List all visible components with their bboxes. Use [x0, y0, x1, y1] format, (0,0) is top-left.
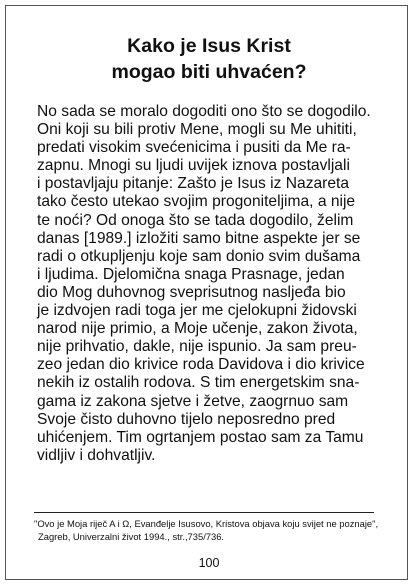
- body-line: nije prihvatio, dakle, nije ispunio. Ja sam preu-: [37, 338, 357, 356]
- body-line: vidljiv i dohvatljiv.: [37, 446, 156, 464]
- body-line: nekih iz ostalih rodova. S tim energetskim sna-: [37, 374, 360, 392]
- body-line: zapnu. Mnogi su ljudi uvijek iznova postavljali: [37, 157, 350, 175]
- body-line: te noći? Od onoga što se tada dogodilo, želim: [37, 211, 354, 229]
- page-heading: [0, 33, 418, 85]
- body-line: zeo jedan dio krivice roda Davidova i dio krivice: [37, 356, 365, 374]
- footnote-divider: [34, 512, 374, 513]
- body-line: dio Mog duhovnog sveprisutnog nasljeđa bio: [37, 283, 346, 301]
- body-line: je izdvojen radi toga jer me cjelokupni židovski: [37, 302, 357, 320]
- body-line: danas [1989.] izložiti samo bitne aspekte jer se: [37, 229, 361, 247]
- body-line: tako često utekao svojim progoniteljima, a nije: [37, 193, 356, 211]
- body-line: Oni koji su bili protiv Mene, mogli su Me uhititi,: [37, 121, 357, 139]
- footnote-line-1: "Ovo je Moja riječ A i Ω, Evanđelje Isusovo, Kristova objava koju svijet ne poznaje",: [34, 518, 379, 529]
- body-line: Svoje čisto duhovno tijelo neposredno pred: [37, 410, 336, 428]
- body-text: [37, 103, 397, 465]
- page-number: 100: [198, 556, 220, 570]
- body-line: predati visokim svećenicima i pusiti da Me ra-: [37, 139, 351, 157]
- heading-line-1: Kako je Isus Krist: [127, 35, 291, 57]
- footnote: [34, 517, 406, 543]
- body-line: narod nije primio, a Moje učenje, zakon života,: [37, 320, 358, 338]
- heading-line-2: mogao biti uhvaćen?: [111, 61, 307, 83]
- body-line: uhićenjem. Tim ogrtanjem postao sam za Tamu: [37, 428, 364, 446]
- body-line: No sada se moralo dogoditi ono što se dogodilo.: [37, 103, 371, 120]
- body-line: radi o otkupljenju koje sam donio svim dušama: [37, 247, 361, 265]
- body-line: gama iz zakona sjetve i žetve, zaogrnuo sam: [37, 392, 349, 410]
- body-line: i postavljaju pitanje: Zašto je Isus iz Nazareta: [37, 175, 350, 193]
- body-line: i ljudima. Djelomična snaga Prasnage, jedan: [37, 265, 345, 283]
- footnote-line-2: Zagreb, Univerzalni život 1994., str.,735/736.: [38, 531, 225, 542]
